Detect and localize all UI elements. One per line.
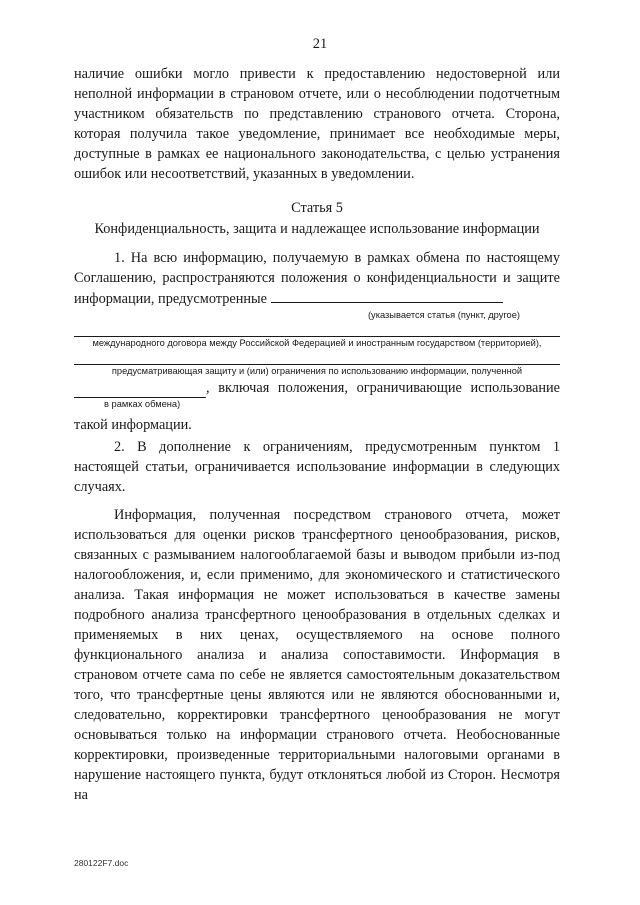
- file-name-footer: 280122F7.doc: [74, 858, 129, 868]
- clause-1-start: 1. На всю информацию, получаемую в рамках обмена по настоящему Соглашению, распространяются положения о конфиденциальности и защите информации, предусмотренные: [74, 250, 560, 307]
- paragraph-continuation: наличие ошибки могло привести к предоставлению недостоверной или неполной информации в страновом отчете, или о несоблюдении подотчетным участником обязательств по представлению странового отчета. Сторона, которая получила такое уведомление, принимает все необходимые меры, доступные в рамках ее национального законодательства, с целью устранения ошибок или несоответствий, указанных в уведомлении.: [74, 66, 560, 182]
- article-title: Конфиденциальность, защита и надлежащее использование информации: [94, 221, 540, 237]
- clause-2-text: 2. В дополнение к ограничениям, предусмотренным пунктом 1 настоящей статьи, ограничивается использование информации в следующих случаях.: [74, 439, 560, 495]
- clause-1-text: [74, 248, 560, 309]
- fill-in-blank: [271, 288, 503, 303]
- note-exchange: в рамках обмена): [104, 399, 181, 409]
- clause-1-end: такой информации.: [74, 417, 192, 433]
- note-article-reference: (указывается статья (пункт, другое): [367, 310, 520, 320]
- fill-in-blank: [74, 381, 206, 398]
- note-treaty: международного договора между Российской Федерацией и иностранным государством (территорией),: [92, 338, 542, 348]
- article-number: Статья 5: [291, 200, 343, 216]
- page-number: 21: [312, 36, 328, 52]
- note-protection: предусматривающая защиту и (или) ограничения по использованию информации, полученной: [111, 366, 523, 376]
- fill-in-line: [74, 322, 560, 337]
- clause-1-continuation-row: [74, 378, 560, 398]
- document-body: [74, 64, 560, 805]
- paragraph-information-use: Информация, полученная посредством странового отчета, может использоваться для оценки рисков трансфертного ценообразования, рисков, связанных с размыванием налогооблагаемой базы и выводом прибыли из-под налогообложения, и, если применимо, для экономического и статистического анализа. Такая информация не может использоваться в качестве замены подробного анализа трансфертного ценообразования в отдельных сделках и применяемых в них ценах, осуществляемого на основе полного функционального анализа и анализа сопоставимости. Информация в страновом отчете сама по себе не является самостоятельным доказательством того, что трансфертные цены являются или не являются обоснованными и, следовательно, корректировки трансфертного ценообразования не могут основываться только на информации странового отчета. Необоснованные корректировки, произведенные территориальными налоговыми органами в нарушение настоящего пункта, будут отклоняться любой из Сторон. Несмотря на: [74, 507, 560, 803]
- clause-1-after-blank: , включая положения, ограничивающие использование: [206, 380, 560, 396]
- fill-in-line: [74, 350, 560, 365]
